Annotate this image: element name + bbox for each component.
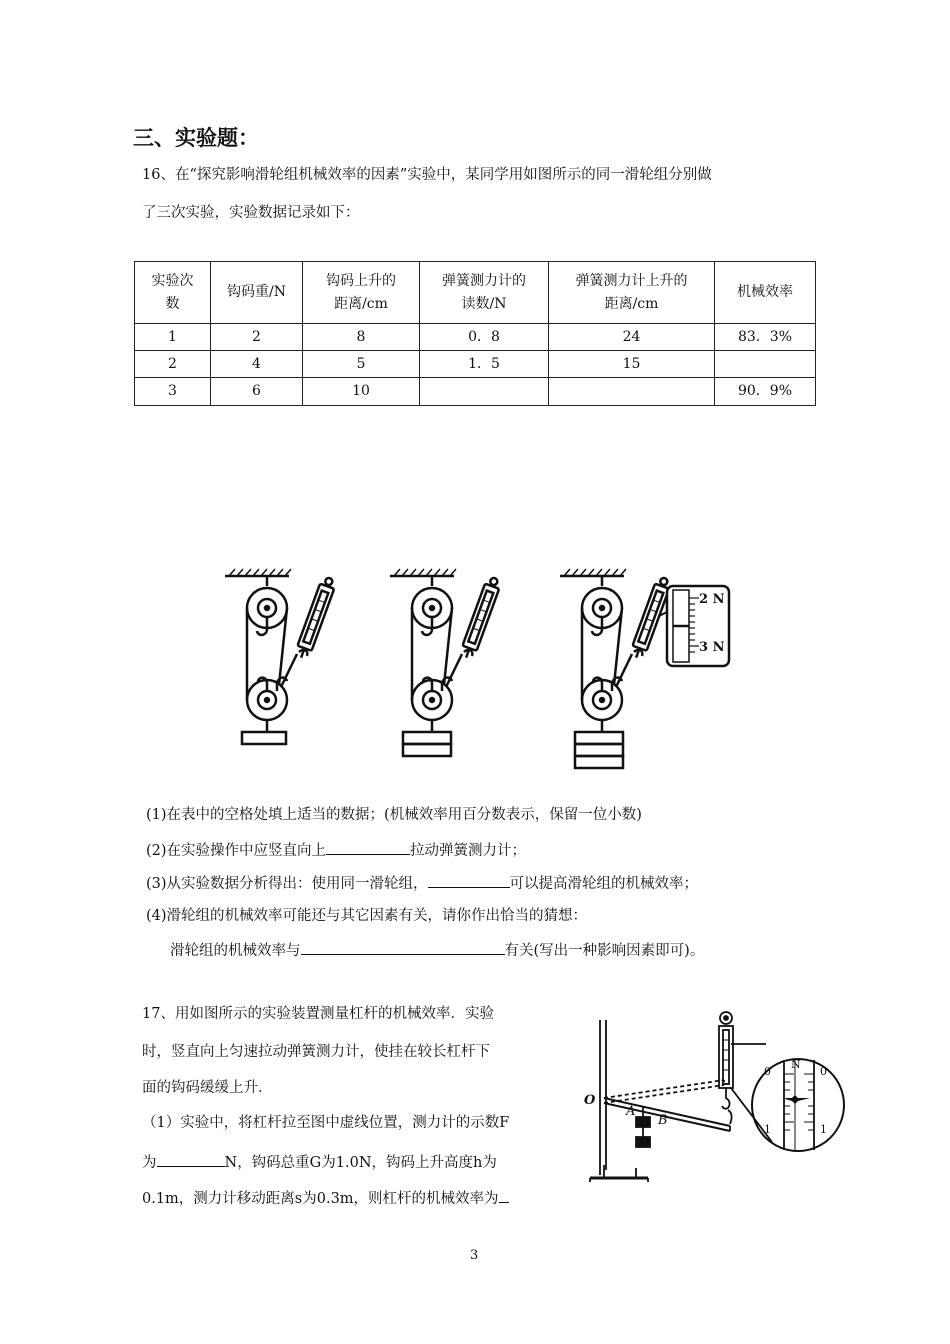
- answer-blank[interactable]: [326, 839, 410, 855]
- table-cell: 83．3%: [715, 324, 816, 351]
- lever-label-o: O: [584, 1093, 596, 1108]
- q16-question-4b: 滑轮组的机械效率与 有关(写出一种影响因素即可)。: [170, 939, 704, 961]
- scale-label-3n: 3 N: [699, 640, 725, 655]
- lever-figure: [580, 1000, 860, 1195]
- q17-line2: 时，竖直向上匀速拉动弹簧测力计，使挂在较长杠杆下: [142, 1044, 490, 1060]
- table-cell: 0．8: [420, 324, 549, 351]
- q16-intro-line2: 了三次实验，实验数据记录如下：: [142, 205, 360, 221]
- table-cell: 24: [549, 324, 715, 351]
- header-cell: 钩码重/N: [211, 262, 303, 324]
- table-cell: 1: [135, 324, 211, 351]
- q16-question-4: (4)滑轮组的机械效率可能还与其它因素有关，请你作出恰当的猜想：: [146, 908, 588, 924]
- scale-label-2n: 2 N: [699, 592, 725, 607]
- scale-zoom-box: [659, 586, 729, 666]
- table-cell: 10: [303, 378, 420, 406]
- header-cell: 钩码上升的 距离/cm: [303, 262, 420, 324]
- table-cell: 4: [211, 351, 303, 378]
- header-cell: 弹簧测力计上升的 距离/cm: [549, 262, 715, 324]
- meter-label-1-left: 1: [764, 1123, 771, 1136]
- table-cell: [420, 378, 549, 406]
- answer-blank[interactable]: [157, 1151, 225, 1167]
- q17-line4: （1）实验中，将杠杆拉至图中虚线位置，测力计的示数F: [142, 1115, 510, 1131]
- header-cell: 机械效率: [715, 262, 816, 324]
- q16-intro-line1: 16、在“探究影响滑轮组机械效率的因素”实验中，某同学用如图所示的同一滑轮组分别做: [142, 167, 712, 183]
- table-cell: 5: [303, 351, 420, 378]
- table-cell: 15: [549, 351, 715, 378]
- q17-line5: 为 N，钩码总重G为1.0N，钩码上升高度h为: [142, 1151, 497, 1173]
- section-title: 三、实验题：: [133, 126, 259, 150]
- table-cell: 3: [135, 378, 211, 406]
- table-row: [135, 351, 816, 378]
- answer-blank[interactable]: [499, 1187, 509, 1203]
- meter-label-0-left: 0: [764, 1065, 771, 1078]
- answer-blank[interactable]: [428, 872, 510, 888]
- q16-question-3: (3)从实验数据分析得出：使用同一滑轮组， 可以提高滑轮组的机械效率；: [146, 872, 698, 894]
- table-cell: 2: [211, 324, 303, 351]
- q16-question-2: (2)在实验操作中应竖直向上 拉动弹簧测力计；: [146, 839, 526, 861]
- q17-line1: 17、用如图所示的实验装置测量杠杆的机械效率．实验: [142, 1006, 494, 1022]
- table-header-row: [135, 262, 816, 324]
- table-row: [135, 378, 816, 406]
- pulley-figure: [215, 560, 735, 785]
- table-cell: [715, 351, 816, 378]
- meter-label-1-right: 1: [820, 1123, 827, 1136]
- lever-label-b: B: [658, 1113, 668, 1128]
- table-cell: 1．5: [420, 351, 549, 378]
- q17-line3: 面的钩码缓缓上升．: [142, 1080, 273, 1096]
- header-cell: 实验次 数: [135, 262, 211, 324]
- meter-label-0-right: 0: [820, 1065, 827, 1078]
- table-cell: 6: [211, 378, 303, 406]
- table-row: [135, 324, 816, 351]
- meter-label-n: N: [791, 1058, 801, 1071]
- answer-blank[interactable]: [301, 939, 505, 955]
- q16-question-1: (1)在表中的空格处填上适当的数据；(机械效率用百分数表示，保留一位小数): [146, 807, 642, 823]
- lever-label-a: A: [626, 1104, 636, 1119]
- experiment-data-table: [134, 261, 816, 406]
- page-number: 3: [470, 1248, 479, 1263]
- table-cell: 90．9%: [715, 378, 816, 406]
- header-cell: 弹簧测力计的 读数/N: [420, 262, 549, 324]
- table-cell: 2: [135, 351, 211, 378]
- table-cell: 8: [303, 324, 420, 351]
- table-cell: [549, 378, 715, 406]
- q17-line6: 0.1m，测力计移动距离s为0.3m，则杠杆的机械效率为: [142, 1187, 509, 1209]
